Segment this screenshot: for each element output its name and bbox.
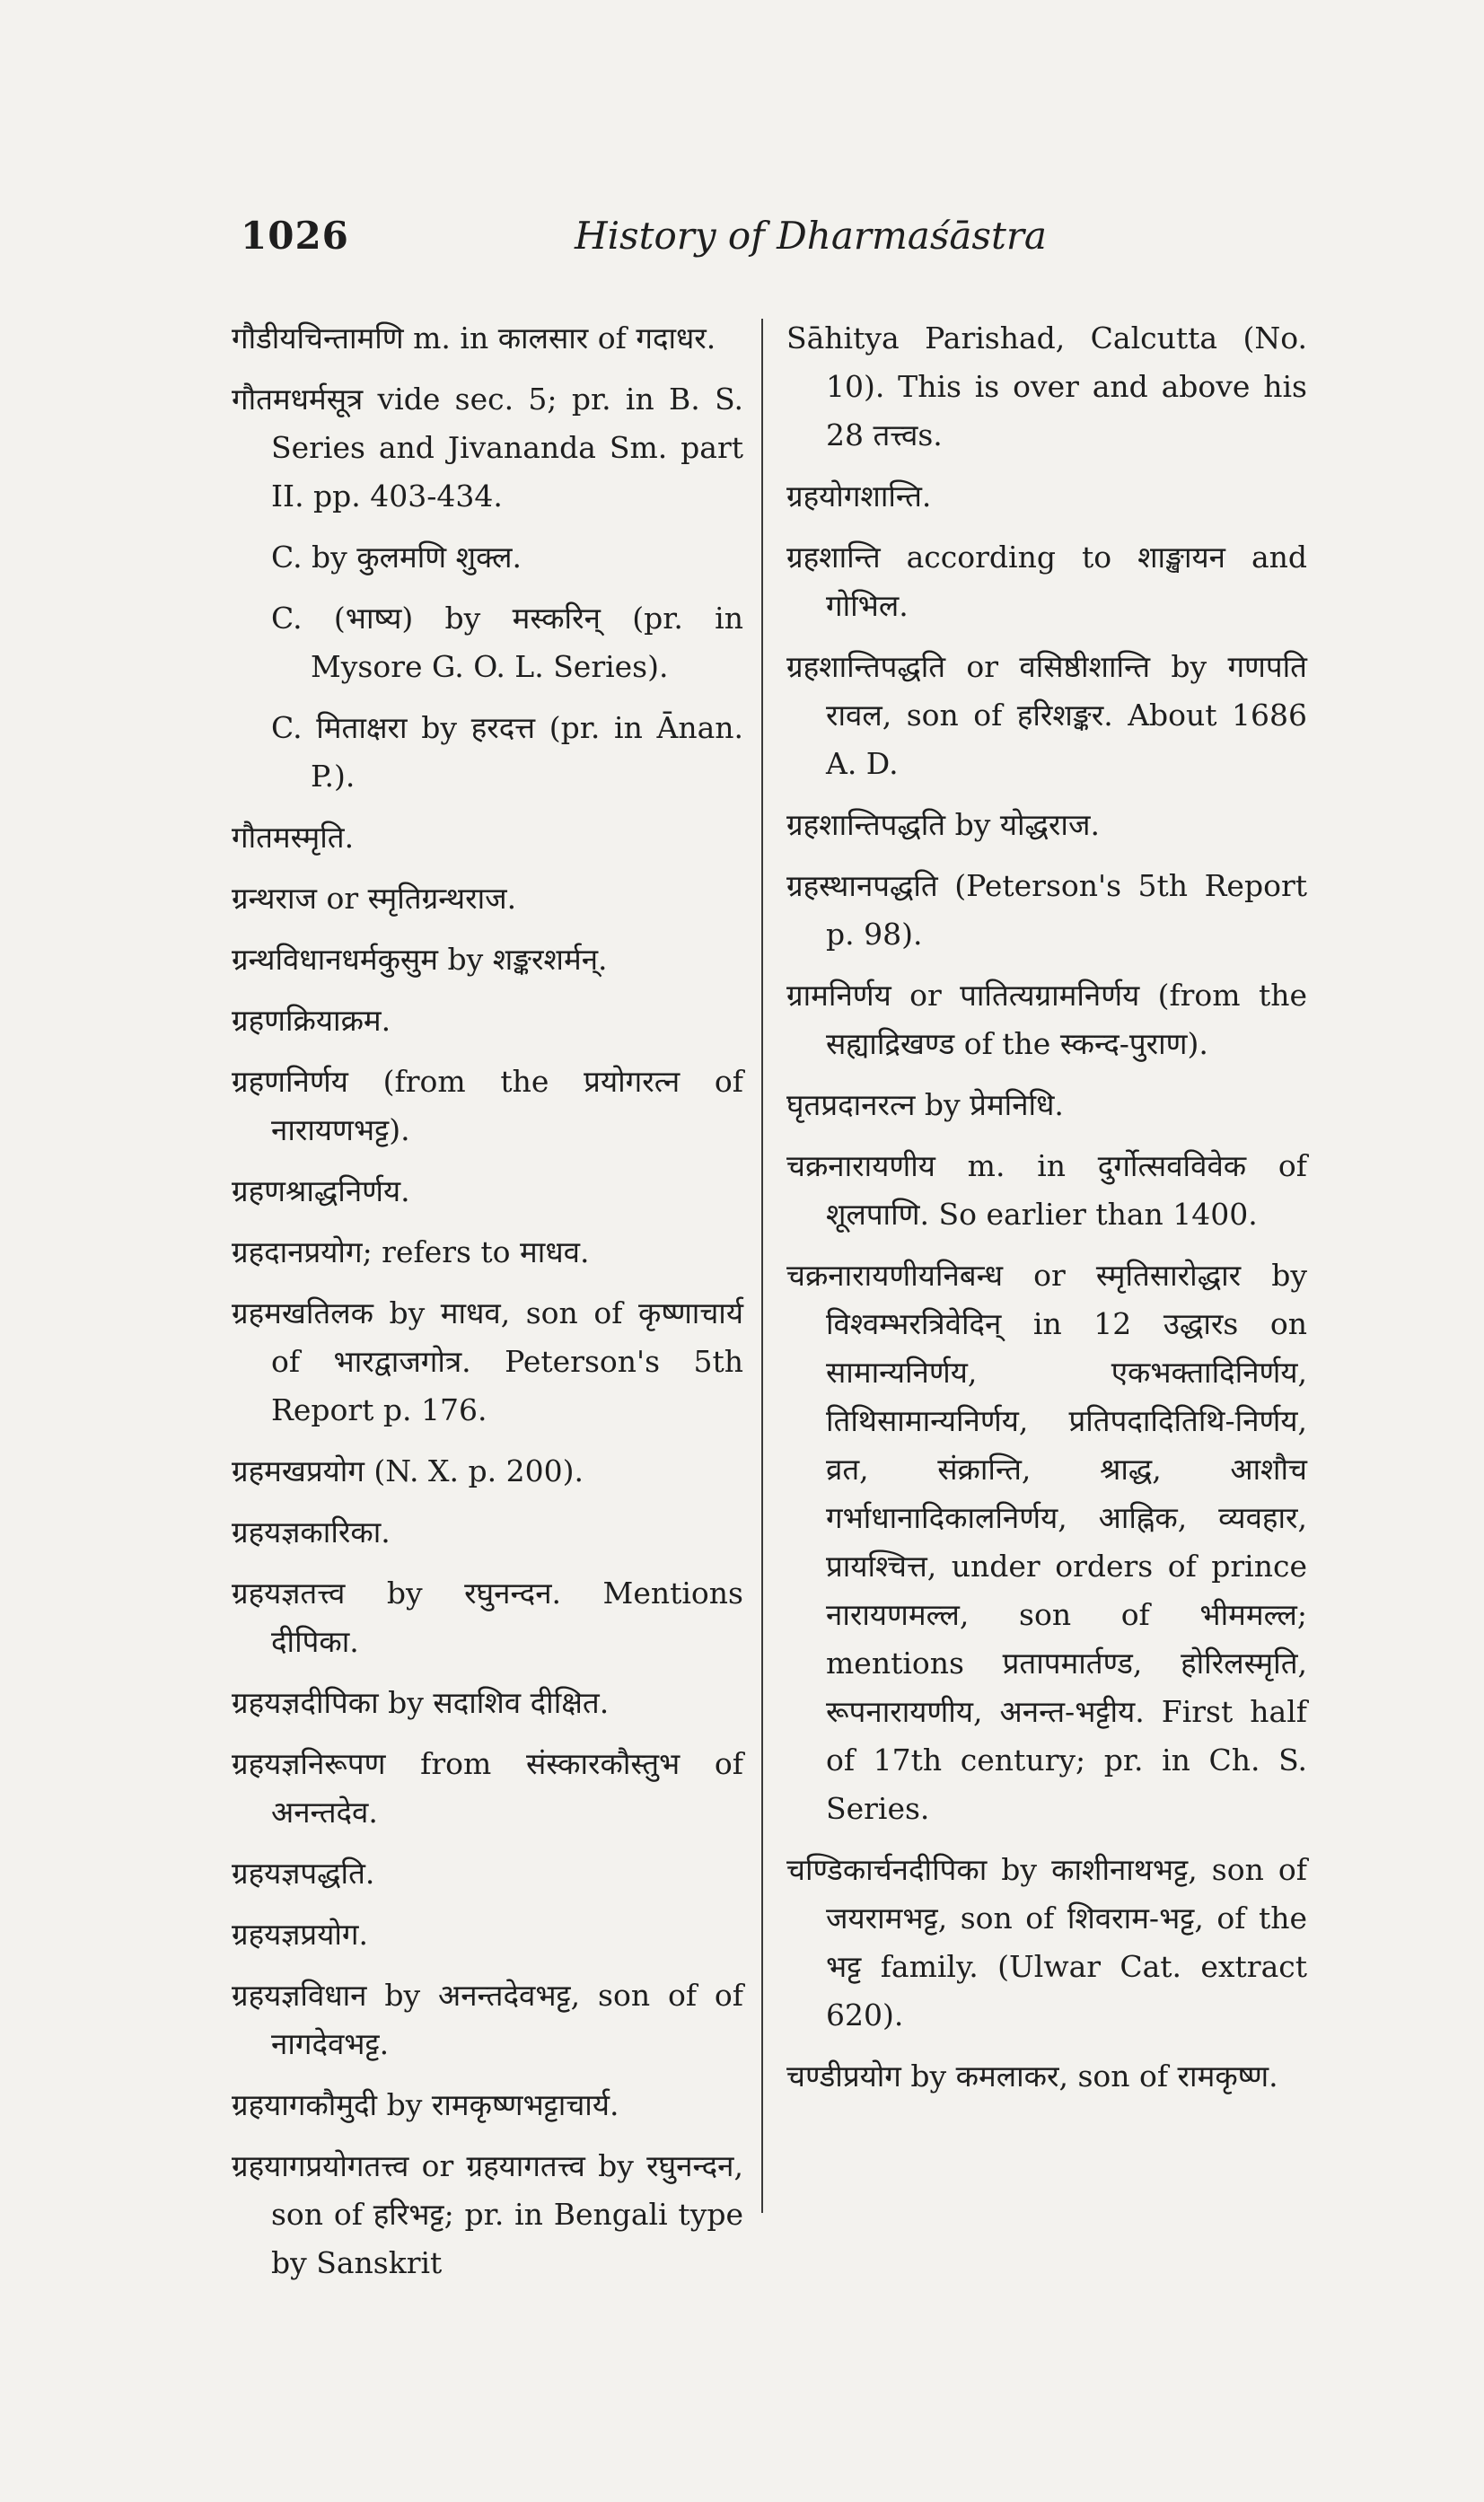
entry: ग्रहस्थानपद्धति (Peterson's 5th Report p. 98).	[786, 868, 1307, 952]
entry-sub: C. by कुलमणि शुक्ल.	[271, 540, 522, 575]
entry: ग्रहयागकौमुदी by रामकृष्णभट्टाचार्य.	[232, 2087, 619, 2122]
right-column	[786, 314, 1307, 2113]
running-title: History of Dharmaśāstra	[575, 214, 1047, 258]
entry: ग्रहयज्ञप्रयोग.	[232, 1917, 368, 1952]
entry: ग्रहशान्ति according to शाङ्खायन and गोभिल.	[786, 540, 1307, 623]
entry: ग्रहयोगशान्ति.	[786, 478, 932, 514]
column-rule	[761, 319, 763, 2213]
entry: घृतप्रदानरत्न by प्रेमनिधि.	[786, 1087, 1064, 1122]
entry: ग्रहयज्ञदीपिका by सदाशिव दीक्षित.	[232, 1685, 610, 1720]
left-column	[232, 314, 743, 2300]
entry: ग्रहयज्ञतत्त्व by रघुनन्दन. Mentions दीपिका.	[232, 1576, 743, 1659]
entry: ग्रन्थविधानधर्मकुसुम by शङ्करशर्मन्.	[232, 942, 608, 977]
entry: ग्रन्थराज or स्मृतिग्रन्थराज.	[232, 881, 517, 916]
entry: ग्रहणक्रियाक्रम.	[232, 1003, 391, 1038]
entry: गौडीयचिन्तामणि m. in कालसार of गदाधर.	[232, 320, 716, 356]
entry: ग्रामनिर्णय or पातित्यग्रामनिर्णय (from the सह्याद्रिखण्ड of the स्कन्द-पुराण).	[786, 978, 1307, 1061]
entry: ग्रहयज्ञपद्धति.	[232, 1856, 375, 1891]
entry: चक्रनारायणीयनिबन्ध or स्मृतिसारोद्धार by विश्वम्भरत्रिवेदिन् in 12 उद्धारs on सामान्यनिर्णय, एकभक्तादिनिर्णय, तिथिसामान्यनिर्णय, प्रतिपदादितिथि-निर्णय, व्रत, संक्रान्ति, श्राद्ध, आशौच गर्भाधानादिकालनिर्णय, आह्निक, व्यवहार, प्रायश्चित्त, under orders of prince नारायणमल्ल, son of भीममल्ल; mentions प्रतापमार्तण्ड, होरिलस्मृति, रूपनारायणीय, अनन्त-भट्टीय. First half of 17th century; pr. in Ch. S. Series.	[786, 1258, 1307, 1826]
entry: ग्रहशान्तिपद्धति or वसिष्ठीशान्ति by गणपति रावल, son of हरिशङ्कर. About 1686 A. D.	[786, 649, 1307, 781]
entry: ग्रहयज्ञविधान by अनन्तदेवभट्ट, son of of नागदेवभट्ट.	[232, 1978, 743, 2061]
entry: चण्डिकार्चनदीपिका by काशीनाथभट्ट, son of जयरामभट्ट, son of शिवराम-भट्ट, of the भट्ट family. (Ulwar Cat. extract 620).	[786, 1852, 1307, 2032]
entry: ग्रहमखप्रयोग (N. X. p. 200).	[232, 1453, 584, 1488]
entry: ग्रहदानप्रयोग; refers to माधव.	[232, 1234, 590, 1269]
entry: चक्रनारायणीय m. in दुर्गोत्सवविवेक of शूलपाणि. So earlier than 1400.	[786, 1148, 1307, 1232]
entry: ग्रहणश्राद्धनिर्णय.	[232, 1173, 410, 1208]
entry: ग्रहणनिर्णय (from the प्रयोगरत्न of नारायणभट्ट).	[232, 1064, 743, 1147]
entry-sub: C. मिताक्षरा by हरदत्त (pr. in Ānan. P.).	[271, 710, 743, 794]
entry-continued: Sāhitya Parishad, Calcutta (No. 10). This is over and above his 28 तत्त्वs.	[786, 320, 1307, 452]
entry: ग्रहशान्तिपद्धति by योद्धराज.	[786, 807, 1100, 842]
entry: गौतमस्मृति.	[232, 820, 355, 855]
page-number: 1026	[241, 214, 349, 258]
entry: चण्डीप्रयोग by कमलाकर, son of रामकृष्ण.	[786, 2059, 1278, 2094]
entry: ग्रहयज्ञनिरूपण from संस्कारकौस्तुभ of अनन्तदेव.	[232, 1746, 743, 1830]
entry-sub: C. (भाष्य) by मस्करिन् (pr. in Mysore G. O. L. Series).	[271, 601, 743, 684]
entry: ग्रहयज्ञकारिका.	[232, 1514, 391, 1549]
entry: ग्रहयागप्रयोगतत्त्व or ग्रहयागतत्त्व by रघुनन्दन, son of हरिभट्ट; pr. in Bengali type by Sanskrit	[232, 2148, 743, 2280]
entry: ग्रहमखतिलक by माधव, son of कृष्णाचार्य of भारद्वाजगोत्र. Peterson's 5th Report p. 176.	[232, 1295, 743, 1427]
entry: गौतमधर्मसूत्र vide sec. 5; pr. in B. S. Series and Jivananda Sm. part II. pp. 403-434.	[232, 382, 743, 514]
